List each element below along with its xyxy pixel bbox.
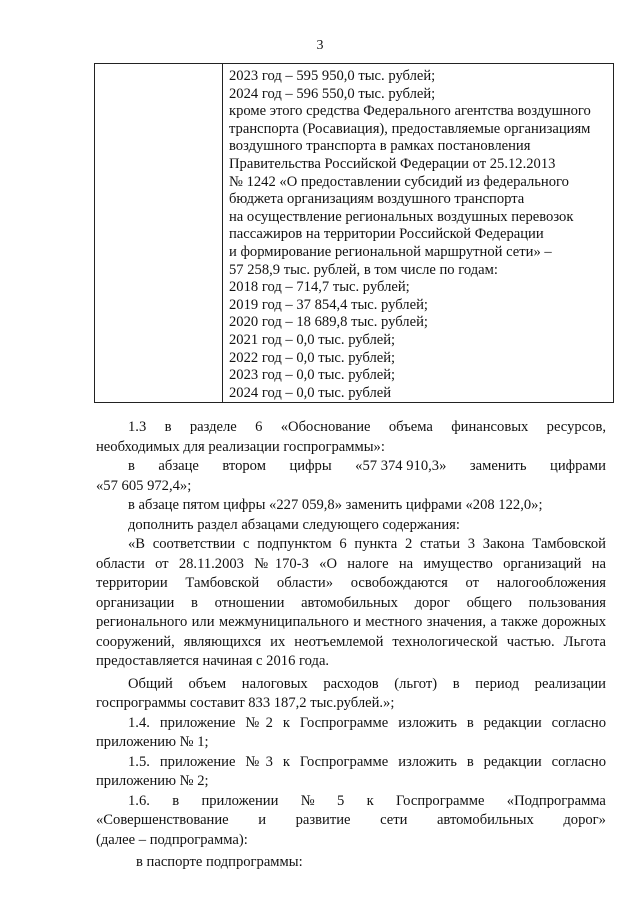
item-1-4: 1.4. приложение №2 к Госпрограмме изложить в редакции согласно приложению № 1; — [96, 714, 606, 750]
paragraph-add-sections: дополнить раздел абзацами следующего содержания: — [128, 516, 460, 533]
item-1-6-line-1 — [96, 792, 606, 812]
table-line: № 1242 «О предоставлении субсидий из федерального — [229, 173, 569, 190]
total-tax-expenditure-paragraph: Общий объем налоговых расходов (льгот) в период реализации госпрограммы составит 833 187,2 тыс.рублей.»; — [96, 675, 606, 711]
table-line: 2019 год – 37 854,4 тыс. рублей; — [229, 296, 428, 313]
paragraph-fifth-abzac: в абзаце пятом цифры «227 059,8» заменить цифрами «208 122,0»; — [128, 497, 543, 513]
table-line: 2024 год – 0,0 тыс. рублей — [229, 384, 392, 401]
word: цифрами — [550, 458, 606, 474]
table-line: 2020 год – 18 689,8 тыс. рублей; — [229, 314, 428, 331]
item-1-3-line-1: 1.3 в разделе 6 «Обоснование объема финансовых ресурсов, — [128, 419, 606, 435]
table-line: 57 258,9 тыс. рублей, в том числе по годам: — [229, 261, 498, 278]
item-1-6-line-4: в паспорте подпрограммы: — [136, 854, 303, 870]
item-1-5: 1.5. приложение №3 к Госпрограмме изложить в редакции согласно приложению № 2; — [96, 753, 606, 789]
word: Госпрограмме — [396, 792, 485, 809]
word: «Подпрограмма — [506, 792, 606, 809]
word: № — [300, 792, 315, 809]
word: дорог» — [563, 812, 606, 828]
word: в — [172, 792, 180, 809]
word: «Совершенствование — [96, 812, 229, 828]
word: «57 374 910,3» — [355, 458, 447, 474]
word: в — [128, 458, 135, 474]
word: цифры — [289, 458, 332, 474]
quoted-tax-paragraph: «В соответствии с подпунктом 6 пункта 2 статьи 3 Закона Тамбовской области от 28.11.2003 №170-З «О налоге на имущество организаций на территории Тамбовской области» освобождаются от налогообложения организации в отношении автомобильных дорог общего пользования регионального или межмуниципального и местного значения, а также дорожных сооружений, являющихся их неотъемлемой технологической частью. Льгота предоставляется начиная с 2016 года. — [96, 536, 606, 669]
word: заменить — [469, 458, 527, 474]
table-column-divider — [222, 64, 223, 402]
word: 1.6. — [128, 792, 150, 809]
table-line: 2023 год – 595 950,0 тыс. рублей; — [229, 68, 436, 84]
word: втором — [222, 458, 266, 474]
paragraph-second-abzac — [96, 457, 606, 477]
table-line: 2024 год – 596 550,0 тыс. рублей; — [229, 85, 436, 102]
paragraph-second-abzac-tail: «57 605 972,4»; — [96, 477, 192, 494]
table-line: воздушного транспорта в рамках постановления — [229, 138, 531, 155]
table-line: Правительства Российской Федерации от 25.12.2013 — [229, 155, 556, 172]
word: автомобильных — [436, 812, 534, 828]
table-line: и формирование региональной маршрутной сети» – — [229, 243, 552, 260]
word: абзаце — [158, 458, 199, 474]
word: приложении — [201, 792, 279, 809]
word: 5 — [336, 792, 345, 809]
item-1-3-line-2: необходимых для реализации госпрограммы»: — [96, 438, 385, 455]
word: развитие — [295, 812, 351, 828]
budget-table — [94, 63, 614, 403]
document-body — [96, 418, 606, 873]
table-line: 2023 год – 0,0 тыс. рублей; — [229, 367, 396, 384]
table-line: кроме этого средства Федерального агентства воздушного — [229, 103, 591, 120]
page-number: 3 — [316, 38, 324, 53]
word: к — [366, 792, 374, 809]
table-line: 2022 год – 0,0 тыс. рублей; — [229, 349, 396, 366]
table-line: на осуществление региональных воздушных перевозок — [229, 208, 574, 225]
table-line: пассажиров на территории Российской Федерации — [229, 226, 544, 243]
table-line: 2018 год – 714,7 тыс. рублей; — [229, 279, 410, 296]
word: сети — [380, 812, 408, 828]
item-1-6-line-3: (далее – подпрограмма): — [96, 831, 248, 848]
item-1-6-line-2 — [96, 811, 606, 831]
table-line: 2021 год – 0,0 тыс. рублей; — [229, 331, 396, 348]
word: и — [258, 812, 267, 828]
table-line: бюджета организациям воздушного транспорта — [229, 191, 525, 208]
table-text-cell — [229, 68, 607, 402]
table-line: транспорта (Росавиация), предоставляемые организациям — [229, 120, 591, 137]
